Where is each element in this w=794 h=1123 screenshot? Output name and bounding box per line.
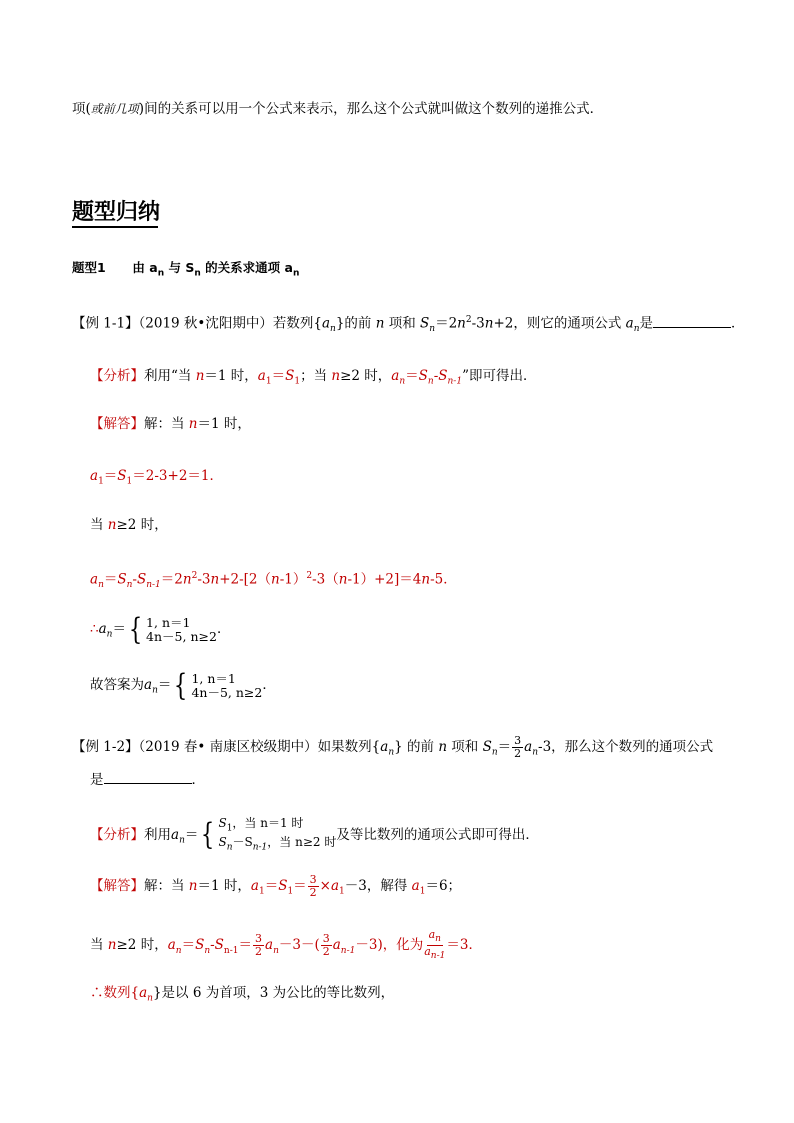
- eq: ＝: [497, 739, 512, 755]
- var-S: S: [218, 835, 227, 850]
- sub-n: n: [399, 376, 406, 387]
- type1-title-c: 的关系求通项 a: [205, 260, 293, 275]
- var-n: n: [484, 315, 494, 332]
- var-S: S: [218, 816, 227, 830]
- intro-text-end: )间的关系可以用一个公式来表示，那么这个公式就叫做这个数列的递推公式．: [138, 101, 604, 117]
- sup-2: 2: [465, 315, 472, 325]
- analysis-tag: 【分析】: [90, 368, 144, 384]
- sub-n: n: [388, 747, 395, 758]
- analysis-minus: -: [433, 368, 439, 384]
- eq: ＝: [293, 878, 307, 894]
- var-a: a: [90, 468, 99, 484]
- sub-n-1: n-1: [447, 376, 463, 387]
- var-a: a: [380, 739, 389, 755]
- frac-num: [427, 929, 443, 946]
- final-prefix: 故答案为: [90, 677, 144, 693]
- line3-text: ＝2-3+2＝1．: [132, 468, 224, 484]
- var-a: a: [332, 937, 341, 954]
- case-line: [218, 835, 336, 854]
- analysis-text: 利用: [144, 826, 171, 843]
- intro-italic: 或前几项: [90, 102, 139, 116]
- eq: ＝: [181, 937, 196, 954]
- var-n: n: [182, 571, 192, 588]
- sub-n: n: [226, 842, 233, 853]
- var-a: a: [524, 739, 533, 755]
- sub-1: 1: [265, 376, 272, 387]
- sub-n-1: n-1: [252, 842, 268, 853]
- piecewise-brace: { 1, n＝1 4n－5, n≥2: [128, 611, 217, 647]
- fraction-3-2: [321, 933, 332, 958]
- answer-tag: 【解答】: [90, 878, 144, 894]
- frac-num: 3: [255, 932, 262, 946]
- sub-n-1: n-1: [146, 580, 161, 591]
- var-n: n: [438, 739, 448, 755]
- var-n: n: [107, 937, 117, 954]
- ex1-rest2: +2，则它的通项公式: [493, 315, 626, 332]
- sub-1: 1: [287, 886, 294, 897]
- sub-1: 1: [294, 376, 301, 387]
- answer-text: 解：当: [144, 878, 189, 894]
- line-text: ≥2 时，: [116, 937, 168, 954]
- analysis-text: ≥2 时，: [340, 368, 392, 384]
- var-a: a: [321, 315, 331, 332]
- var-S: S: [136, 571, 147, 588]
- sub-n: n: [179, 835, 185, 846]
- ex2-analysis: [90, 816, 539, 856]
- ex2-question: [72, 734, 713, 766]
- case-line: [218, 816, 336, 835]
- type1-sub: n: [157, 268, 165, 279]
- analysis-tag: 【分析】: [90, 826, 144, 843]
- ex1-answer: [90, 415, 251, 433]
- var-S: S: [117, 571, 127, 588]
- var-n: n: [271, 571, 280, 588]
- sub-n: n: [175, 945, 182, 956]
- intro-line: [72, 100, 603, 118]
- var-a: a: [250, 878, 259, 894]
- frac-num: 3: [322, 932, 330, 946]
- var-a: a: [139, 985, 148, 1001]
- ex1-is: 是: [639, 315, 654, 332]
- sub-1: 1: [419, 886, 426, 897]
- sub-1: 1: [98, 476, 104, 487]
- ex2-period: ．: [191, 772, 205, 788]
- ex2-tag: 【例 1-2】: [72, 739, 139, 755]
- sup-2: 2: [191, 571, 198, 581]
- ex1-rest: -3: [471, 315, 485, 332]
- type1-label: 题型1: [72, 260, 106, 275]
- fraction-3-2: [308, 874, 319, 899]
- sub-n-1: n-1: [223, 945, 239, 956]
- sub-n: n: [106, 629, 113, 640]
- analysis-eq: ＝: [271, 368, 286, 384]
- ex2-src: （2019 春• 南康区校级期中）如果数列{: [138, 739, 381, 755]
- line-text: －3)，化为: [355, 937, 424, 954]
- fraction-an-an1: [424, 929, 445, 962]
- var-a: a: [265, 937, 274, 954]
- line4-text: ≥2 时，: [116, 517, 168, 533]
- case-text: ，当 n＝1 时: [232, 816, 304, 830]
- sub-1: 1: [126, 476, 133, 487]
- sub-1: 1: [258, 886, 265, 897]
- sub-n: n: [427, 376, 434, 387]
- ex2-tail: -3，那么这个数列的通项公式: [538, 739, 714, 755]
- fraction-3-2: [253, 933, 264, 958]
- var-a: a: [98, 621, 107, 637]
- type1-title-a: 由 a: [132, 260, 158, 275]
- sub-n: n: [429, 324, 436, 335]
- section-title: 题型归纳: [72, 200, 161, 225]
- analysis-text: 及等比数列的通项公式即可得出．: [336, 826, 539, 843]
- piecewise-brace: { $S_1$，当 n＝1 时 $S_n-S_{n-1}$，当 n≥2 时: [201, 816, 337, 853]
- ex1-line3: [90, 467, 223, 491]
- case-line: 4n－5, n≥2: [191, 684, 263, 700]
- sub-n: n: [491, 747, 498, 758]
- var-n: n: [107, 517, 117, 533]
- eq: ＝: [112, 621, 126, 637]
- ex2-line3: [90, 984, 394, 1008]
- type1-heading: [72, 258, 299, 279]
- ex1-mid2: 项和: [384, 315, 421, 332]
- case-line: 4n－5, n≥2: [146, 628, 217, 644]
- var-S: S: [117, 468, 127, 484]
- ex2-answer: [90, 873, 461, 905]
- answer-text: ＝6；: [425, 878, 462, 894]
- ex1-period: ．: [731, 315, 745, 332]
- answer-text: ＝1 时，: [197, 878, 251, 894]
- eq: ＝: [103, 468, 118, 484]
- frac-den: 2: [322, 945, 330, 959]
- var-a: a: [167, 937, 176, 954]
- minus: -: [132, 571, 137, 588]
- ex1-tag: 【例 1-1】: [72, 315, 139, 332]
- sub-n: n: [126, 580, 133, 591]
- var-a: a: [391, 368, 400, 384]
- line-text: ∴数列{: [90, 985, 140, 1001]
- line5-text: -3: [197, 571, 211, 588]
- ex2-is: 是: [90, 772, 104, 788]
- var-a: a: [428, 928, 436, 941]
- var-S: S: [195, 937, 205, 954]
- type1-title-b: 与 S: [168, 260, 195, 275]
- answer-text: ＝1 时，: [197, 416, 251, 432]
- sub-n: n: [532, 747, 539, 758]
- var-a: a: [90, 571, 99, 588]
- answer-text: －3，解得: [344, 878, 412, 894]
- eq: ＝: [264, 878, 279, 894]
- case-line: 1, n＝1: [146, 614, 191, 630]
- ex1-question: [72, 311, 745, 338]
- analysis-text: ”即可得出．: [462, 368, 537, 384]
- sub-n: n: [204, 945, 211, 956]
- var-S: S: [482, 739, 492, 755]
- analysis-text: ＝1 时，: [204, 368, 258, 384]
- sub-1: 1: [339, 886, 345, 897]
- frac-den: 2: [514, 747, 522, 760]
- type1-sub: n: [194, 268, 201, 279]
- type1-sub: n: [292, 268, 300, 279]
- var-n: n: [210, 571, 220, 588]
- var-a: a: [330, 878, 340, 894]
- line4-text: 当: [90, 517, 108, 533]
- ex1-eq: ＝2: [435, 315, 458, 332]
- var-n: n: [421, 571, 431, 588]
- eq: ＝: [184, 826, 199, 843]
- line-text: }是以 6 为首项，3 为公比的等比数列，: [152, 985, 395, 1001]
- answer-tag: 【解答】: [90, 416, 144, 432]
- var-a: a: [411, 878, 420, 894]
- piecewise-brace: { 1, n＝1 4n－5, n≥2: [174, 667, 263, 703]
- var-a: a: [257, 368, 266, 384]
- case-text: －S: [232, 835, 253, 850]
- var-S: S: [438, 368, 448, 384]
- intro-text: 项(: [72, 101, 91, 117]
- var-n: n: [375, 315, 385, 332]
- times: ×: [319, 878, 331, 894]
- line5-text: -3（: [312, 571, 339, 588]
- var-n: n: [338, 571, 348, 588]
- var-a: a: [144, 677, 153, 693]
- sub-n: n: [98, 580, 104, 591]
- ex2-mid: } 的前: [394, 739, 439, 755]
- var-a: a: [171, 826, 180, 843]
- var-a: a: [424, 945, 431, 959]
- frac-den: 2: [255, 945, 262, 959]
- eq: ＝: [157, 677, 172, 693]
- frac-den: 2: [309, 886, 317, 899]
- ex1-final: [90, 667, 276, 706]
- var-n: n: [331, 368, 341, 384]
- ex2-line2: [90, 929, 482, 965]
- answer-blank[interactable]: [104, 771, 192, 784]
- case-text: ，当 n≥2 时: [267, 835, 337, 850]
- line-text: 当: [90, 937, 108, 954]
- answer-text: 解：当: [144, 416, 189, 432]
- answer-blank[interactable]: [653, 315, 731, 328]
- line-text: －3－(: [278, 937, 320, 954]
- line5-text: -1）: [279, 571, 307, 588]
- ex1-mid: }的前: [335, 315, 376, 332]
- sub-n: n: [273, 945, 279, 956]
- section-title-underline: [72, 226, 158, 228]
- sub-n: n: [633, 324, 640, 335]
- ex1-line4: [90, 516, 168, 534]
- analysis-text: 利用“当: [144, 368, 196, 384]
- period: ．: [216, 621, 231, 637]
- analysis-eq: ＝: [405, 368, 419, 384]
- sub-n: n: [147, 993, 153, 1004]
- line5-text: -1）+2]＝4: [347, 571, 422, 588]
- var-S: S: [285, 368, 295, 384]
- frac-num: 3: [309, 873, 317, 886]
- var-a: a: [625, 315, 634, 332]
- var-n: n: [188, 416, 198, 432]
- var-S: S: [214, 937, 224, 954]
- frac-den: [424, 946, 445, 962]
- sub-1: 1: [226, 823, 233, 834]
- sup-2: 2: [306, 571, 313, 581]
- ex2-mid2: 项和: [447, 739, 483, 755]
- sub-n-1: n-1: [430, 951, 446, 962]
- eq: ＝: [103, 571, 118, 588]
- var-S: S: [278, 878, 288, 894]
- sub-n-1: n-1: [340, 945, 356, 956]
- var-n: n: [195, 368, 205, 384]
- ex1-piecewise: [90, 611, 231, 650]
- sub-n: n: [435, 934, 441, 945]
- ex1-line5: [90, 567, 457, 594]
- var-n: n: [188, 878, 198, 894]
- minus: -: [210, 937, 215, 954]
- fraction-3-2: [512, 735, 523, 760]
- line5-text: ＝2: [160, 571, 183, 588]
- eq: ＝: [238, 937, 252, 954]
- var-S: S: [418, 368, 428, 384]
- ex2-question-line2: [90, 771, 205, 789]
- frac-num: 3: [514, 734, 522, 747]
- therefore-symbol: ∴: [90, 621, 99, 637]
- line5-text: -5．: [430, 571, 457, 588]
- var-S: S: [420, 315, 430, 332]
- sub-n: n: [330, 324, 336, 335]
- sub-n: n: [152, 685, 158, 696]
- ex1-analysis: [90, 367, 536, 391]
- ex1-src: （2019 秋•沈阳期中）若数列{: [138, 315, 322, 332]
- period: ．: [262, 677, 276, 693]
- case-line: 1, n＝1: [191, 670, 236, 686]
- analysis-text: ；当: [300, 368, 332, 384]
- line5-text: +2-[2（: [219, 571, 272, 588]
- line-text: ＝3．: [446, 937, 482, 954]
- var-n: n: [457, 315, 466, 332]
